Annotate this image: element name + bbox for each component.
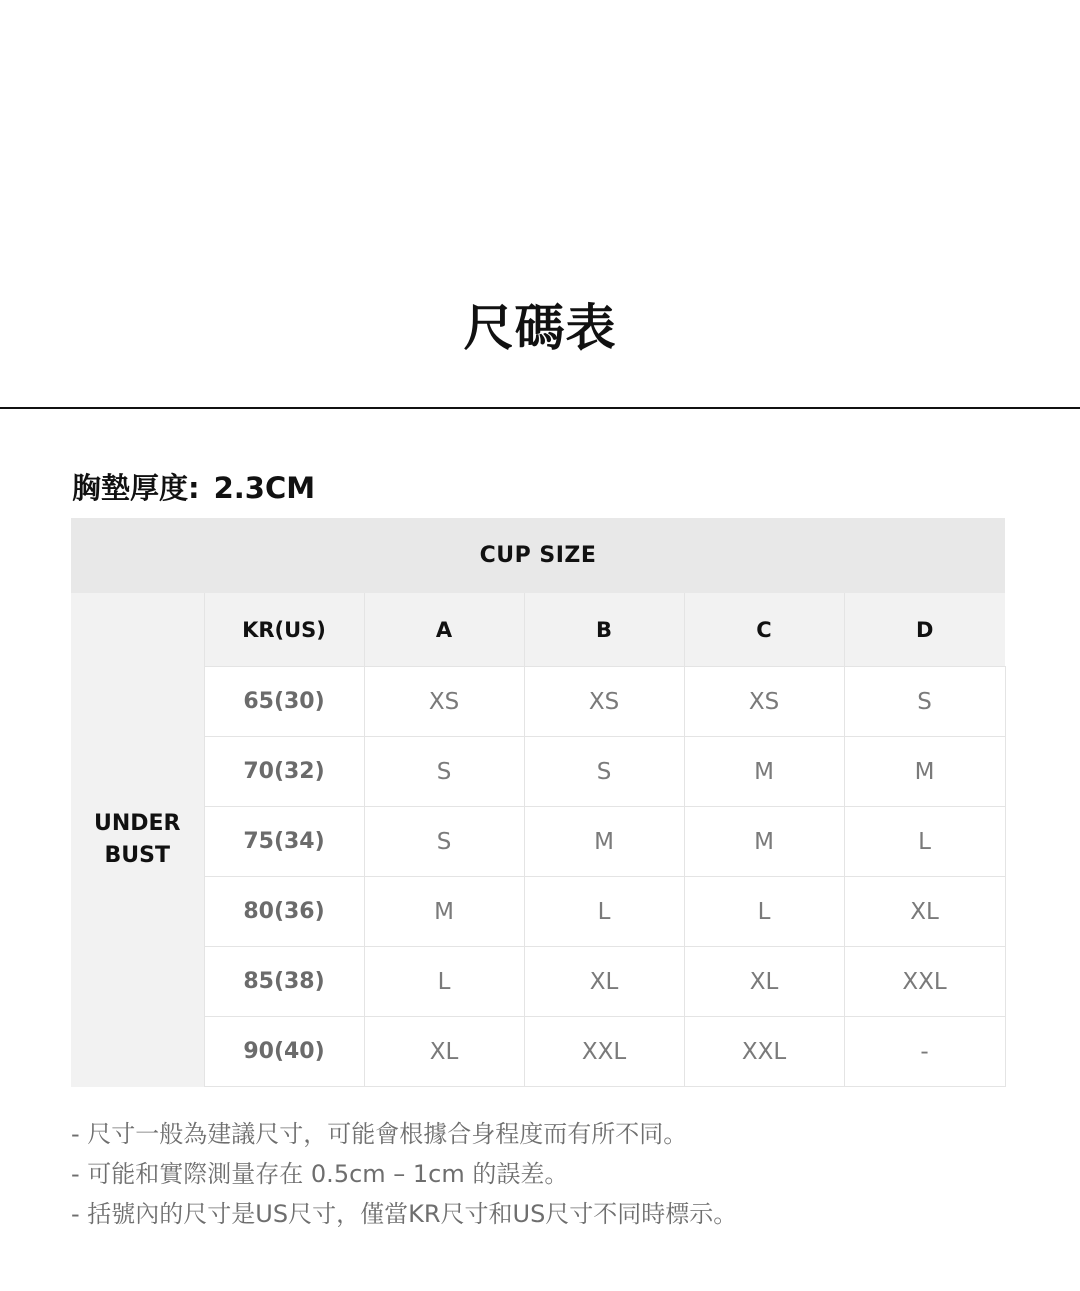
size-cell: M [524, 807, 684, 877]
table-row [71, 947, 1005, 1017]
column-header-a: A [364, 593, 524, 667]
size-cell: XL [524, 947, 684, 1017]
size-cell: S [364, 737, 524, 807]
size-cell: S [844, 667, 1005, 737]
size-cell: M [684, 737, 844, 807]
size-cell: XL [844, 877, 1005, 947]
band-size: 75(34) [204, 807, 364, 877]
column-header-d: D [844, 593, 1005, 667]
page-title: 尺碼表 [463, 299, 617, 357]
size-cell: L [524, 877, 684, 947]
size-cell: XS [684, 667, 844, 737]
title-divider [0, 407, 1080, 409]
band-size: 85(38) [204, 947, 364, 1017]
band-size: 80(36) [204, 877, 364, 947]
size-cell: XL [684, 947, 844, 1017]
size-cell: L [364, 947, 524, 1017]
under-bust-line2: BUST [104, 842, 170, 868]
size-cell: XXL [684, 1017, 844, 1087]
column-header-kr-us: KR(US) [204, 593, 364, 667]
table-row [71, 877, 1005, 947]
note-line: - 可能和實際測量存在 0.5cm – 1cm 的誤差。 [71, 1160, 569, 1188]
table-row [71, 1017, 1005, 1087]
size-cell: S [364, 807, 524, 877]
under-bust-label [71, 593, 204, 1087]
size-cell: XXL [844, 947, 1005, 1017]
size-cell: XS [524, 667, 684, 737]
size-cell: L [684, 877, 844, 947]
note-line: - 尺寸一般為建議尺寸，可能會根據合身程度而有所不同。 [71, 1120, 688, 1148]
table-row [71, 737, 1005, 807]
size-cell: S [524, 737, 684, 807]
band-size: 90(40) [204, 1017, 364, 1087]
table-row [71, 667, 1005, 737]
band-size: 70(32) [204, 737, 364, 807]
size-cell: M [684, 807, 844, 877]
size-cell: - [844, 1017, 1005, 1087]
under-bust-line1: UNDER [93, 810, 181, 836]
size-chart-table [71, 518, 1006, 1087]
pad-thickness-label: 胸墊厚度: [72, 471, 200, 505]
size-cell: XL [364, 1017, 524, 1087]
table-row [71, 807, 1005, 877]
cup-size-header: CUP SIZE [71, 518, 1005, 593]
pad-thickness-value: 2.3CM [213, 471, 316, 505]
size-cell: XS [364, 667, 524, 737]
band-size: 65(30) [204, 667, 364, 737]
size-cell: M [364, 877, 524, 947]
note-line: - 括號內的尺寸是US尺寸，僅當KR尺寸和US尺寸不同時標示。 [71, 1200, 738, 1228]
pad-thickness [72, 468, 315, 508]
column-header-b: B [524, 593, 684, 667]
column-header-c: C [684, 593, 844, 667]
size-notes [71, 1114, 737, 1234]
size-cell: L [844, 807, 1005, 877]
size-cell: XXL [524, 1017, 684, 1087]
size-cell: M [844, 737, 1005, 807]
